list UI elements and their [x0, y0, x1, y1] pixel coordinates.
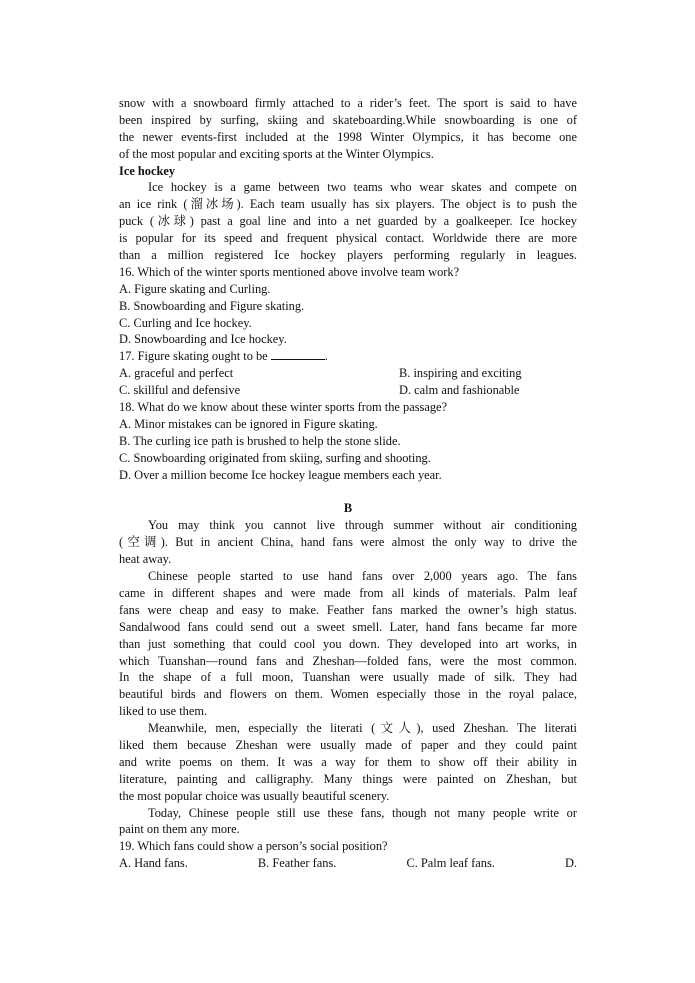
- option-b[interactable]: B. The curling ice path is brushed to help the stone slide.: [119, 433, 401, 448]
- text-line: than a million registered Ice hockey players performing regularly in leagues.: [119, 248, 577, 263]
- option-a[interactable]: A. Figure skating and Curling.: [119, 281, 271, 296]
- option-a[interactable]: A. Hand fans.: [119, 856, 188, 871]
- option-c[interactable]: C. Snowboarding originated from skiing, surfing and shooting.: [119, 450, 431, 465]
- text-line: Meanwhile, men, especially the literati (文人), used Zheshan. The literati: [148, 721, 577, 736]
- text-line: heat away.: [119, 552, 172, 567]
- option-b[interactable]: B. Snowboarding and Figure skating.: [119, 298, 305, 313]
- text-line: and write poems on them. It was a way for them to show off their ability in: [119, 754, 577, 769]
- option-b[interactable]: B. inspiring and exciting: [399, 366, 522, 381]
- question-17: [119, 348, 577, 399]
- text-line: (空调). But in ancient China, hand fans were almost the only way to drive the: [119, 535, 577, 550]
- ice-hockey-paragraph: [119, 179, 577, 263]
- text-line: than just something that could cool you down. They developed into art works, in: [119, 636, 577, 651]
- text-line: is popular for its speed and frequent physical contact. Worldwide there are more: [119, 231, 577, 246]
- option-c[interactable]: C. Palm leaf fans.: [406, 856, 495, 871]
- text-line: the newer events-first included at the 1998 Winter Olympics, it has become one: [119, 129, 577, 144]
- option-c[interactable]: C. Curling and Ice hockey.: [119, 315, 252, 330]
- option-d[interactable]: D. calm and fashionable: [399, 383, 520, 398]
- paragraph-4: [119, 805, 577, 839]
- question-stem: [119, 348, 577, 365]
- question-stem: 19. Which fans could show a person’s social position?: [119, 839, 388, 854]
- ice-hockey-heading: Ice hockey: [119, 163, 176, 178]
- text-line: beautiful birds and flowers on them. Women especially those in the royal palace,: [119, 687, 577, 702]
- text-line: literature, painting and calligraphy. Many things were painted on Zheshan, but: [119, 771, 577, 786]
- text-line: liked to use them.: [119, 704, 208, 719]
- option-d[interactable]: D.: [564, 856, 577, 871]
- answer-blank[interactable]: [271, 348, 325, 360]
- paragraph-2: [119, 568, 577, 720]
- question-stem: 18. What do we know about these winter sports from the passage?: [119, 400, 448, 415]
- exam-page: [119, 95, 577, 872]
- option-d[interactable]: D. Over a million become Ice hockey league members each year.: [119, 467, 442, 482]
- text-line: Today, Chinese people still use these fans, though not many people write or: [148, 805, 577, 820]
- option-c[interactable]: C. skillful and defensive: [119, 383, 241, 398]
- question-19: [119, 838, 577, 872]
- option-b[interactable]: B. Feather fans.: [257, 856, 337, 871]
- text-line: puck (冰球) past a goal line and into a net guarded by a goalkeeper. Ice hockey: [119, 214, 577, 229]
- option-row: [119, 382, 577, 399]
- question-16: [119, 264, 577, 348]
- text-line: the most popular choice was usually beautiful scenery.: [119, 788, 390, 803]
- option-row: [119, 855, 577, 872]
- option-row: [119, 365, 577, 382]
- text-line: Sandalwood fans could send out a sweet smell. Later, hand fans became far more: [119, 619, 577, 634]
- stem-end: .: [324, 349, 328, 364]
- text-line: an ice rink (溜冰场). Each team usually has six players. The object is to push the: [119, 197, 577, 212]
- option-a[interactable]: A. graceful and perfect: [119, 366, 234, 381]
- text-line: been inspired by surfing, skiing and skateboarding.While snowboarding is one of: [119, 112, 577, 127]
- text-line: came in different shapes and were made from all kinds of materials. Palm leaf: [119, 585, 577, 600]
- text-line: snow with a snowboard firmly attached to a rider’s feet. The sport is said to have: [119, 96, 577, 110]
- snowboarding-paragraph: [119, 95, 577, 163]
- text-line: which Tuanshan—round fans and Zheshan—folded fans, were the most common.: [119, 653, 577, 668]
- stem-text: 17. Figure skating ought to be: [119, 349, 271, 364]
- text-line: of the most popular and exciting sports at the Winter Olympics.: [119, 146, 434, 161]
- text-line: fans were cheap and easy to make. Feather fans marked the owner’s high status.: [119, 602, 577, 617]
- text-line: paint on them any more.: [119, 822, 240, 837]
- option-a[interactable]: A. Minor mistakes can be ignored in Figure skating.: [119, 416, 378, 431]
- paragraph-1: [119, 517, 577, 568]
- question-stem: 16. Which of the winter sports mentioned above involve team work?: [119, 264, 460, 279]
- option-d[interactable]: D. Snowboarding and Ice hockey.: [119, 332, 287, 347]
- text-line: In the shape of a full moon, Tuanshan were usually made of silk. They had: [119, 670, 577, 685]
- text-line: You may think you cannot live through summer without air conditioning: [148, 518, 577, 533]
- question-18: [119, 399, 577, 483]
- text-line: Chinese people started to use hand fans over 2,000 years ago. The fans: [148, 569, 577, 584]
- section-b-label: B: [343, 501, 353, 516]
- text-line: liked them because Zheshan were usually made of paper and they could paint: [119, 737, 577, 752]
- text-line: Ice hockey is a game between two teams who wear skates and compete on: [148, 180, 577, 195]
- paragraph-3: [119, 720, 577, 804]
- spacer: [119, 483, 577, 500]
